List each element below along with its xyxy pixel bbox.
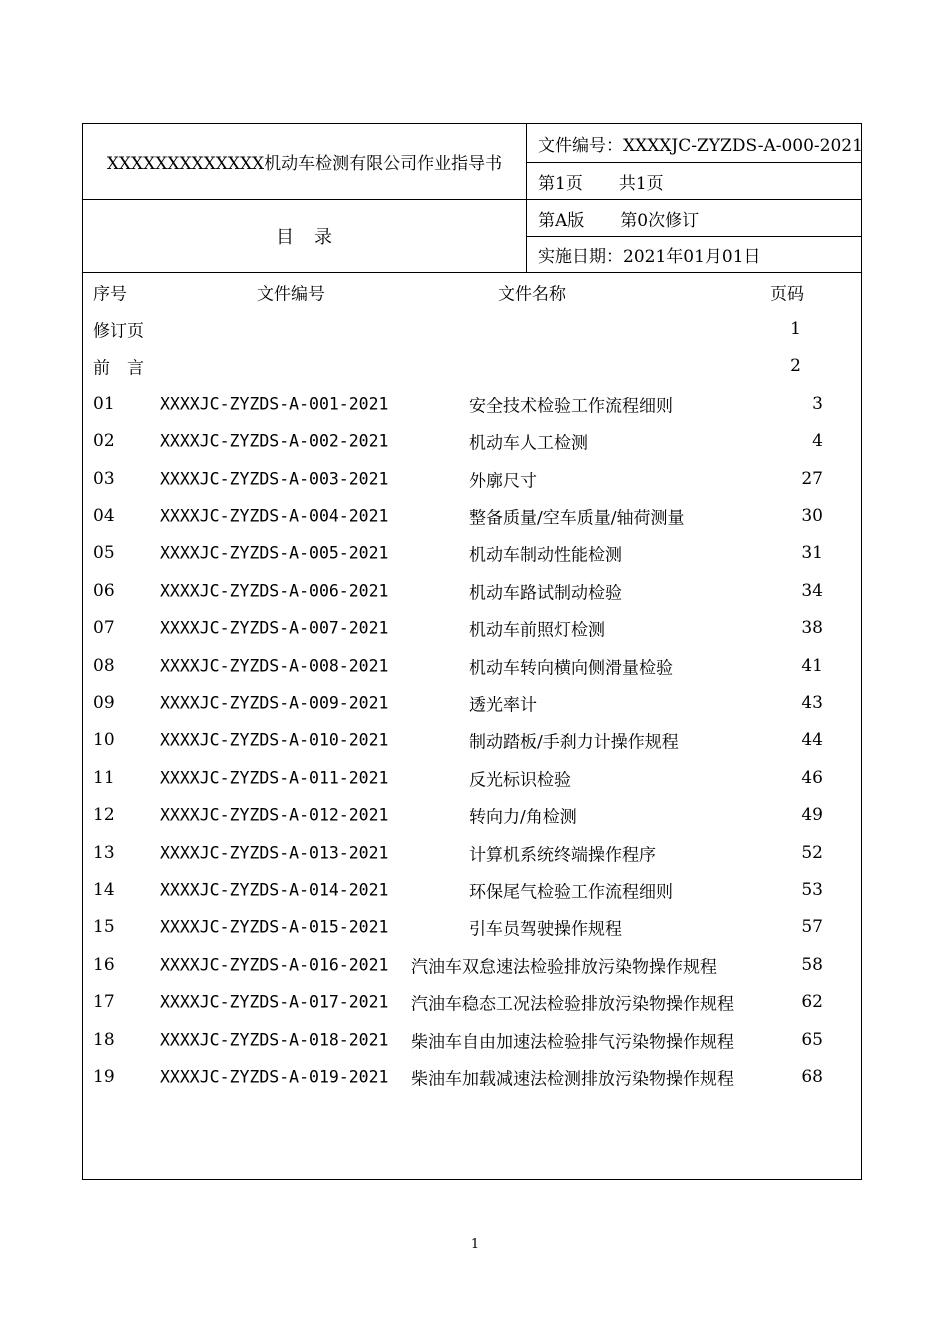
table-row [83,684,861,721]
document-frame [82,123,862,1180]
toc-page: 31 [801,543,823,564]
toc-code: XXXXJC-ZYZDS-A-017-2021 [160,992,389,1012]
table-row [83,722,861,759]
table-row [83,610,861,647]
toc-page: 27 [801,468,823,489]
toc-name: 环保尾气检验工作流程细则 [469,882,673,903]
table-row [83,497,861,534]
toc-name: 汽油车稳态工况法检验排放污染物操作规程 [411,994,734,1015]
toc-code: XXXXJC-ZYZDS-A-008-2021 [160,656,389,676]
toc-page: 34 [801,580,823,601]
toc-no: 13 [93,842,115,863]
table-row [83,834,861,871]
toc-code: XXXXJC-ZYZDS-A-016-2021 [160,955,389,975]
col-header-code: 文件编号 [257,284,325,305]
table-row [83,946,861,983]
toc-page: 38 [801,618,823,639]
table-row [83,759,861,796]
toc-code: XXXXJC-ZYZDS-A-013-2021 [160,843,389,863]
edition: 第A版 [538,210,585,231]
toc-code: XXXXJC-ZYZDS-A-018-2021 [160,1030,389,1049]
toc-page: 49 [801,805,823,826]
page-current: 第1页 [538,173,583,194]
toc-no: 11 [93,767,115,788]
page-total: 共1页 [618,173,664,194]
toc-no: 05 [93,543,115,564]
toc-code: XXXXJC-ZYZDS-A-007-2021 [160,618,389,638]
toc-no: 09 [93,692,115,713]
toc-no: 01 [93,393,115,414]
toc-code: XXXXJC-ZYZDS-A-011-2021 [160,768,389,788]
toc-no: 10 [93,730,115,751]
table-row [83,535,861,572]
toc-page: 43 [801,692,823,713]
toc-name: 安全技术检验工作流程细则 [469,396,673,417]
toc-name: 透光率计 [469,695,537,716]
toc-no: 08 [93,655,115,676]
toc-page: 46 [801,767,823,788]
toc-name: 转向力/角检测 [469,807,577,828]
toc-no: 12 [93,805,115,826]
toc-code: XXXXJC-ZYZDS-A-006-2021 [160,581,389,601]
toc-code: XXXXJC-ZYZDS-A-003-2021 [160,469,389,489]
toc-name: 引车员驾驶操作规程 [469,919,622,940]
page-info [527,163,861,200]
toc-no: 17 [93,992,115,1013]
toc-code: XXXXJC-ZYZDS-A-005-2021 [160,543,389,563]
toc-name: 汽油车双怠速法检验排放污染物操作规程 [411,957,717,978]
toc-page: 44 [801,730,823,751]
table-row [83,572,861,609]
toc-no: 03 [93,468,115,489]
table-row [83,796,861,833]
toc-name: 制动踏板/手刹力计操作规程 [469,732,679,753]
page-number: 1 [470,1237,480,1252]
toc-special-row [83,348,861,385]
toc-code: XXXXJC-ZYZDS-A-004-2021 [160,506,389,526]
company-title: XXXXXXXXXXXXX机动车检测有限公司作业指导书 [83,124,527,200]
toc-page: 57 [801,917,823,938]
document-title: 目 录 [83,200,527,273]
toc-name: 柴油车加载减速法检测排放污染物操作规程 [411,1069,734,1090]
toc-no: 02 [93,431,115,452]
toc-header-row [83,273,861,310]
toc-no: 06 [93,580,115,601]
toc-code: XXXXJC-ZYZDS-A-002-2021 [160,431,389,451]
toc-name: 机动车路试制动检验 [469,583,622,604]
table-row [83,1021,861,1058]
table-row [83,909,861,946]
effective-date: 实施日期：2021年01月01日 [527,237,861,273]
toc-page: 4 [812,431,823,452]
toc-name: 外廓尺寸 [469,471,537,492]
toc-no: 07 [93,618,115,639]
table-row [83,423,861,460]
toc-code: XXXXJC-ZYZDS-A-001-2021 [160,394,389,414]
toc-page: 2 [790,356,801,377]
toc-page: 52 [801,842,823,863]
col-header-page: 页码 [770,284,804,305]
toc-page: 62 [801,992,823,1013]
toc-no: 14 [93,879,115,900]
version-info [527,200,861,237]
toc-no: 04 [93,506,115,527]
toc-code: XXXXJC-ZYZDS-A-019-2021 [160,1067,389,1087]
table-row [83,1058,861,1095]
toc-page: 65 [801,1029,823,1050]
toc-page: 53 [801,879,823,900]
toc-no: 15 [93,917,115,938]
toc-name: 反光标识检验 [469,770,571,791]
table-row [83,647,861,684]
toc-code: XXXXJC-ZYZDS-A-010-2021 [160,730,389,750]
toc-name: 机动车前照灯检测 [469,620,605,641]
toc-code: XXXXJC-ZYZDS-A-009-2021 [160,693,389,713]
toc-special-label: 前 言 [93,358,144,379]
file-number: 文件编号：XXXXJC-ZYZDS-A-000-2021 [527,124,861,163]
table-row [83,871,861,908]
toc-name: 整备质量/空车质量/轴荷测量 [469,508,685,529]
toc-name: 机动车转向横向侧滑量检验 [469,658,673,679]
toc-page: 58 [801,954,823,975]
toc-special-label: 修订页 [93,321,144,342]
toc-code: XXXXJC-ZYZDS-A-012-2021 [160,805,389,825]
toc-page: 30 [801,506,823,527]
toc-code: XXXXJC-ZYZDS-A-014-2021 [160,880,389,900]
toc-name: 机动车人工检测 [469,433,588,454]
table-row [83,983,861,1020]
toc-no: 18 [93,1029,115,1050]
toc-page: 3 [812,393,823,414]
revision: 第0次修订 [620,210,700,231]
col-header-name: 文件名称 [498,284,566,305]
col-header-no: 序号 [93,284,127,305]
toc-name: 柴油车自由加速法检验排气污染物操作规程 [411,1032,734,1052]
toc-no: 19 [93,1066,115,1087]
toc-name: 计算机系统终端操作程序 [469,845,656,866]
toc-table [83,273,861,1096]
toc-page: 41 [801,655,823,676]
toc-code: XXXXJC-ZYZDS-A-015-2021 [160,917,389,937]
toc-name: 机动车制动性能检测 [469,545,622,566]
toc-page: 1 [790,319,801,340]
toc-page: 68 [801,1066,823,1087]
toc-no: 16 [93,954,115,975]
table-row [83,460,861,497]
table-row [83,385,861,422]
toc-special-row [83,310,861,347]
